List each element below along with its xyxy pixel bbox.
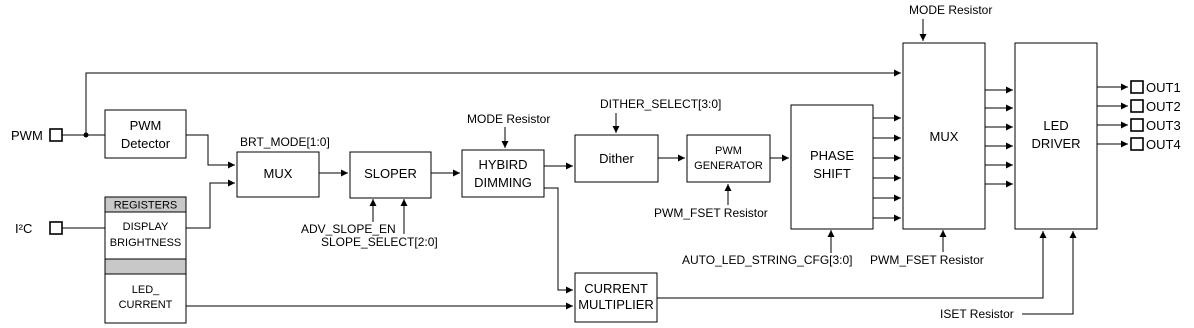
i2c-input-label: I²C (15, 221, 33, 236)
dither-label: Dither (599, 151, 634, 166)
display-brightness-label: BRIGHTNESS (109, 237, 182, 249)
pwm-generator-label: GENERATOR (694, 160, 763, 172)
current-multiplier-label: MULTIPLIER (578, 297, 654, 312)
pwm-detector-label: Detector (120, 136, 171, 151)
slope-select-label: SLOPE_SELECT[2:0] (321, 235, 438, 249)
wire-detector-to-mux1 (186, 135, 235, 165)
phase-shift-label: PHASE (809, 148, 855, 163)
auto-led-string-cfg-label: AUTO_LED_STRING_CFG[3:0] (682, 253, 853, 267)
phase-shift-block (791, 105, 873, 229)
iset-resistor-label: ISET Resistor (940, 307, 1014, 321)
hybird-dimming-label: HYBIRD (478, 157, 528, 172)
out2-label: OUT2 (1146, 99, 1181, 114)
mux-1-block (237, 152, 319, 197)
led-driver-outputs (1097, 87, 1128, 144)
wire-hybird-to-current-multiplier (544, 188, 573, 290)
pwm-detector-label: PWM (129, 118, 162, 133)
led-driver-label: LED (1043, 118, 1069, 133)
current-multiplier-block (575, 273, 657, 322)
pwm-input-label: PWM (11, 128, 43, 143)
wire-brightness-to-mux1 (186, 183, 235, 228)
pwm-fset-resistor-label: PWM_FSET Resistor (870, 253, 984, 267)
phase-shift-label: SHIFT (813, 166, 851, 181)
out4-label: OUT4 (1146, 137, 1181, 152)
mode-resistor-label: MODE Resistor (909, 3, 993, 17)
mux-2-label: MUX (929, 129, 959, 144)
phase-shift-outputs (873, 118, 901, 218)
pwm-generator-block (687, 135, 770, 182)
out4-pin-icon (1131, 138, 1143, 150)
out1-label: OUT1 (1146, 80, 1181, 95)
pwm-pin-icon (50, 129, 62, 141)
mux-2-block (903, 43, 985, 229)
out3-label: OUT3 (1146, 118, 1181, 133)
i2c-input (15, 221, 62, 236)
i2c-pin-icon (50, 222, 62, 234)
registers-block (105, 197, 186, 323)
mode-resistor-label: MODE Resistor (467, 112, 551, 126)
out3-pin-icon (1131, 119, 1143, 131)
led-current-label: CURRENT (118, 299, 173, 311)
display-brightness-label: DISPLAY (122, 221, 169, 233)
wire-iset-to-led-driver (1022, 231, 1073, 314)
out2-pin-icon (1131, 100, 1143, 112)
pwm-fset-resistor-label: PWM_FSET Resistor (654, 206, 768, 220)
led-current-label: LED_ (131, 284, 160, 296)
registers-header: REGISTERS (113, 199, 178, 212)
dither-select-label: DITHER_SELECT[3:0] (600, 97, 722, 111)
sloper-block (350, 152, 431, 198)
mux-1-label: MUX (263, 166, 293, 181)
brt-mode-label: BRT_MODE[1:0] (240, 135, 330, 149)
led-driver-block (1015, 43, 1097, 229)
hybird-dimming-label: DIMMING (474, 175, 532, 190)
mux2-outputs (985, 90, 1013, 184)
current-multiplier-label: CURRENT (584, 281, 648, 296)
adv-slope-en-label: ADV_SLOPE_EN (301, 222, 396, 236)
hybird-dimming-block (462, 150, 544, 197)
output-pins (1131, 80, 1181, 152)
pwm-generator-label: PWM (715, 145, 742, 157)
pwm-detector-block (105, 110, 186, 158)
pwm-input (11, 128, 62, 143)
led-driver-label: DRIVER (1031, 136, 1081, 151)
dither-block (575, 135, 658, 182)
sloper-label: SLOPER (364, 166, 417, 181)
out1-pin-icon (1131, 81, 1143, 93)
